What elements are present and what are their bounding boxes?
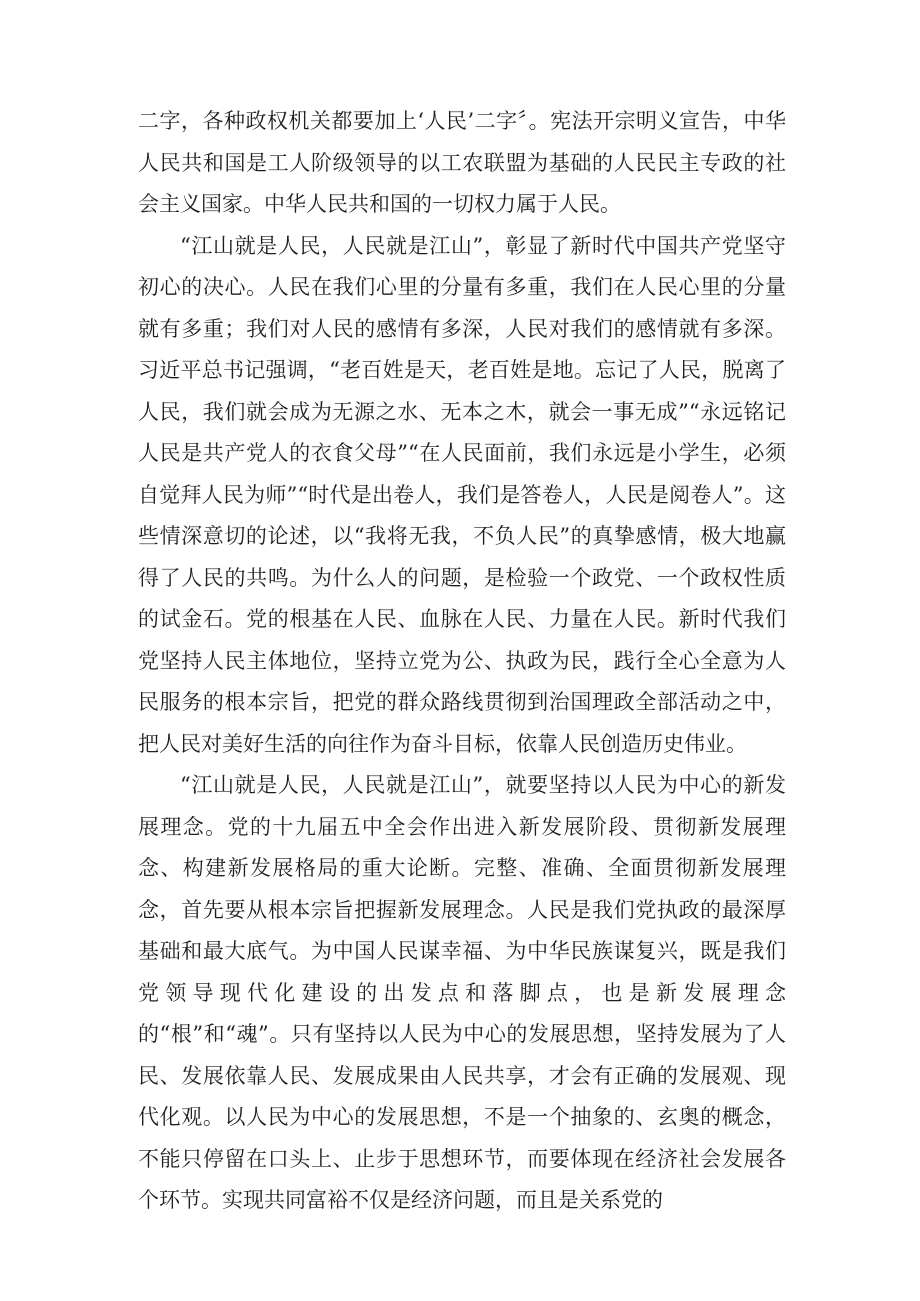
document-body [138,101,786,1222]
paragraph-2: “江山就是人民，人民就是江山”，彰显了新时代中国共产党坚守初心的决心。人民在我们心里的分量有多重，我们在人民心里的分量就有多重；我们对人民的感情有多深，人民对我们的感情就有多深。习近平总书记强调，“老百姓是天，老百姓是地。忘记了人民，脱离了人民，我们就会成为无源之水、无本之木，就会一事无成”“永远铭记人民是共产党人的衣食父母”“在人民面前，我们永远是小学生，必须自觉拜人民为师”“时代是出卷人，我们是答卷人，人民是阅卷人”。这些情深意切的论述，以“我将无我，不负人民”的真挚感情，极大地赢得了人民的共鸣。为什么人的问题，是检验一个政党、一个政权性质的试金石。党的根基在人民、血脉在人民、力量在人民。新时代我们党坚持人民主体地位，坚持立党为公、执政为民，践行全心全意为人民服务的根本宗旨，把党的群众路线贯彻到治国理政全部活动之中，把人民对美好生活的向往作为奋斗目标，依靠人民创造历史伟业。 [138,233,786,756]
paragraph-3: “江山就是人民，人民就是江山”，就要坚持以人民为中心的新发展理念。党的十九届五中全会作出进入新发展阶段、贯彻新发展理念、构建新发展格局的重大论断。完整、准确、全面贯彻新发展理念，首先要从根本宗旨把握新发展理念。人民是我们党执政的最深厚基础和最大底气。为中国人民谋幸福、为中华民族谋复兴，既是我们党领导现代化建设的出发点和落脚点，也是新发展理念的“根”和“魂”。只有坚持以人民为中心的发展思想，坚持发展为了人民、发展依靠人民、发展成果由人民共享，才会有正确的发展观、现代化观。以人民为中心的发展思想，不是一个抽象的、玄奥的概念，不能只停留在口头上、止步于思想环节，而要体现在经济社会发展各个环节。实现共同富裕不仅是经济问题，而且是关系党的 [138,773,786,1212]
paragraph-1: 二字，各种政权机关都要加上‘人民’二字〞。宪法开宗明义宣告，中华人民共和国是工人阶级领导的以工农联盟为基础的人民民主专政的社会主义国家。中华人民共和国的一切权力属于人民。 [138,109,786,216]
